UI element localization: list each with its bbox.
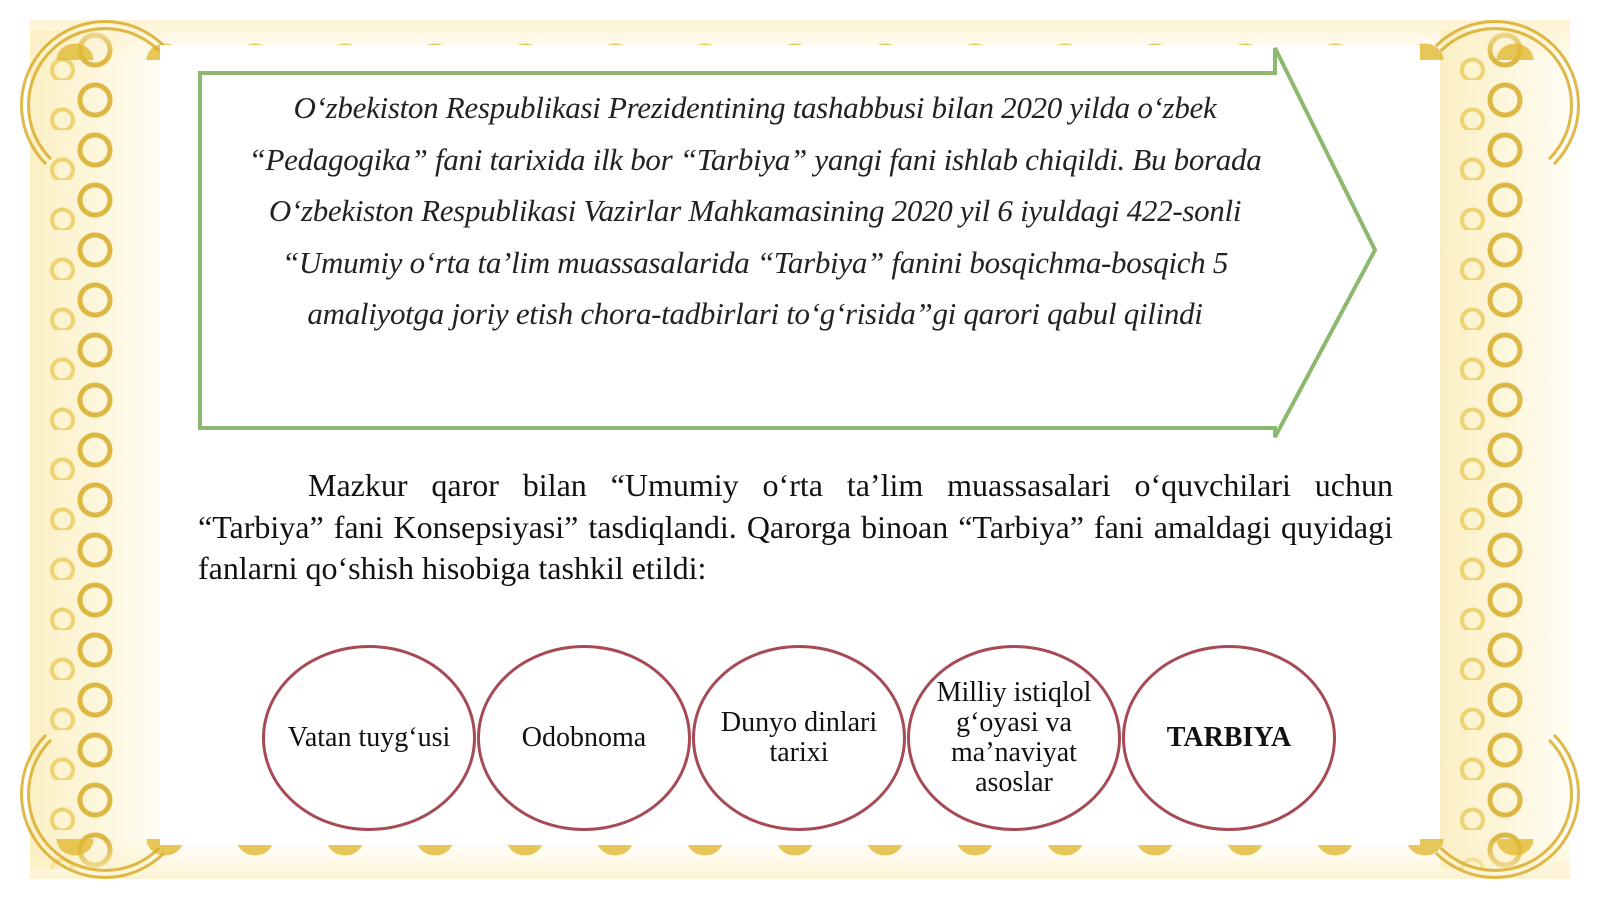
ornament-corner-bottom-right: [1410, 709, 1580, 879]
circle-vatan-tuygusi: [262, 645, 476, 831]
body-paragraph: Mazkur qaror bilan “Umumiy o‘rta ta’lim muassasalari o‘quvchilari uchun “Tarbiya” fani Konsepsiyasi” tasdiqlandi. Qarorga binoan “Tarbiya” fani amaldagi quyidagi fanlarni qo‘shish hisobiga tashkil etildi:: [198, 467, 1393, 586]
circle-label: Milliy istiqlol g‘oyasi va ma’naviyat asoslar: [936, 677, 1092, 798]
ornament-corner-top-right: [1410, 20, 1580, 190]
ornament-frame-bottom: [30, 839, 1570, 879]
circle-dunyo-dinlari-tarixi: [692, 645, 906, 831]
circle-label: Dunyo dinlari tarixi: [720, 707, 878, 768]
circle-milliy-istiqlol: [907, 645, 1121, 831]
circle-label: Vatan tuyg‘usi: [287, 722, 451, 753]
circle-label: Odobnoma: [521, 722, 647, 753]
callout-text: O‘zbekiston Respublikasi Prezidentining tashabbusi bilan 2020 yilda o‘zbek “Pedagogika” fani tarixida ilk bor “Tarbiya” yangi fani ishlab chiqildi. Bu borada O‘zbekiston Respublikasi Vazirlar Mahkamasining 2020 yil 6 iyuldagi 422-sonli “Umumiy o‘rta ta’lim muassasalarida “Tarbiya” fanini bosqichma-bosqich 5 amaliyotga joriy etish chora-tadbirlari to‘g‘risida”gi qarori qabul qilindi: [248, 90, 1262, 331]
circle-tarbiya: [1122, 645, 1336, 831]
circle-odobnoma: [477, 645, 691, 831]
circle-label: TARBIYA: [1166, 722, 1292, 753]
